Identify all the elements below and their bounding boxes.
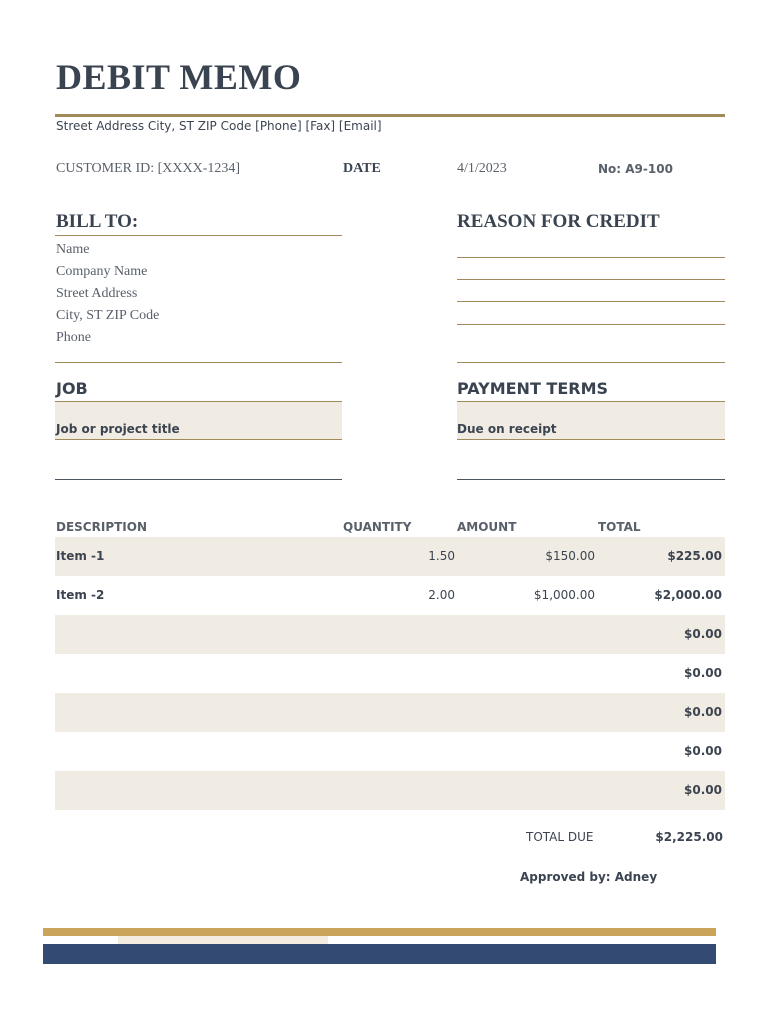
bill-to-divider [55,235,342,236]
bill-to-bottom-line [55,362,342,363]
job-bottom-line [55,479,342,480]
bill-to-block [56,239,159,349]
payment-terms-value: Due on receipt [457,422,557,436]
bill-to-company: Company Name [56,264,148,279]
row-total: $0.00 [684,705,722,719]
memo-number: No: A9-100 [598,162,673,176]
table-row [55,576,725,615]
approver-name: Adney [614,870,658,884]
job-field [55,402,342,439]
footer-highlight [118,936,328,944]
row-total: $0.00 [684,783,722,797]
table-row [55,693,725,732]
job-value: Job or project title [56,422,180,436]
row-quantity: 2.00 [428,588,455,602]
col-header-quantity: QUANTITY [343,520,412,534]
bill-to-city: City, ST ZIP Code [56,308,160,323]
reason-heading: REASON FOR CREDIT [457,211,660,232]
row-quantity: 1.50 [428,549,455,563]
row-total: $225.00 [667,549,722,563]
table-row [55,654,725,693]
reason-line [457,257,725,258]
customer-id: CUSTOMER ID: [XXXX-1234] [56,161,241,176]
bill-to-phone: Phone [56,330,91,345]
bill-to-heading: BILL TO: [56,211,139,232]
payment-terms-field [457,402,725,439]
row-total: $0.00 [684,666,722,680]
bill-to-name: Name [56,242,90,257]
row-amount: $150.00 [545,549,595,563]
row-description: Item -2 [56,588,105,602]
reason-line [457,324,725,325]
table-row [55,771,725,810]
total-due-value: $2,225.00 [655,830,723,844]
row-total: $2,000.00 [654,588,722,602]
company-address: Street Address City, ST ZIP Code [Phone] [Fax] [Email] [56,119,382,133]
col-header-amount: AMOUNT [457,520,517,534]
payment-terms-field-line [457,439,725,440]
reason-line [457,362,725,363]
footer-gold-bar [43,928,716,936]
job-heading: JOB [56,379,88,398]
row-description: Item -1 [56,549,105,563]
table-row [55,732,725,771]
row-total: $0.00 [684,744,722,758]
approved-by-label: Approved by: [520,870,611,884]
reason-line [457,301,725,302]
col-header-description: DESCRIPTION [56,520,148,534]
row-total: $0.00 [684,627,722,641]
payment-terms-bottom-line [457,479,725,480]
footer-navy-bar [43,944,716,964]
col-header-total: TOTAL [598,520,641,534]
bill-to-street: Street Address [56,286,138,301]
total-due-label: TOTAL DUE [526,830,594,844]
table-row [55,537,725,576]
job-field-line [55,439,342,440]
reason-line [457,279,725,280]
table-row [55,615,725,654]
title-divider [55,114,725,117]
date-label: DATE [343,161,381,176]
payment-terms-heading: PAYMENT TERMS [457,379,609,398]
page-title: DEBIT MEMO [56,57,302,97]
row-amount: $1,000.00 [533,588,595,602]
approval-line [520,870,657,884]
date-value: 4/1/2023 [457,161,507,176]
